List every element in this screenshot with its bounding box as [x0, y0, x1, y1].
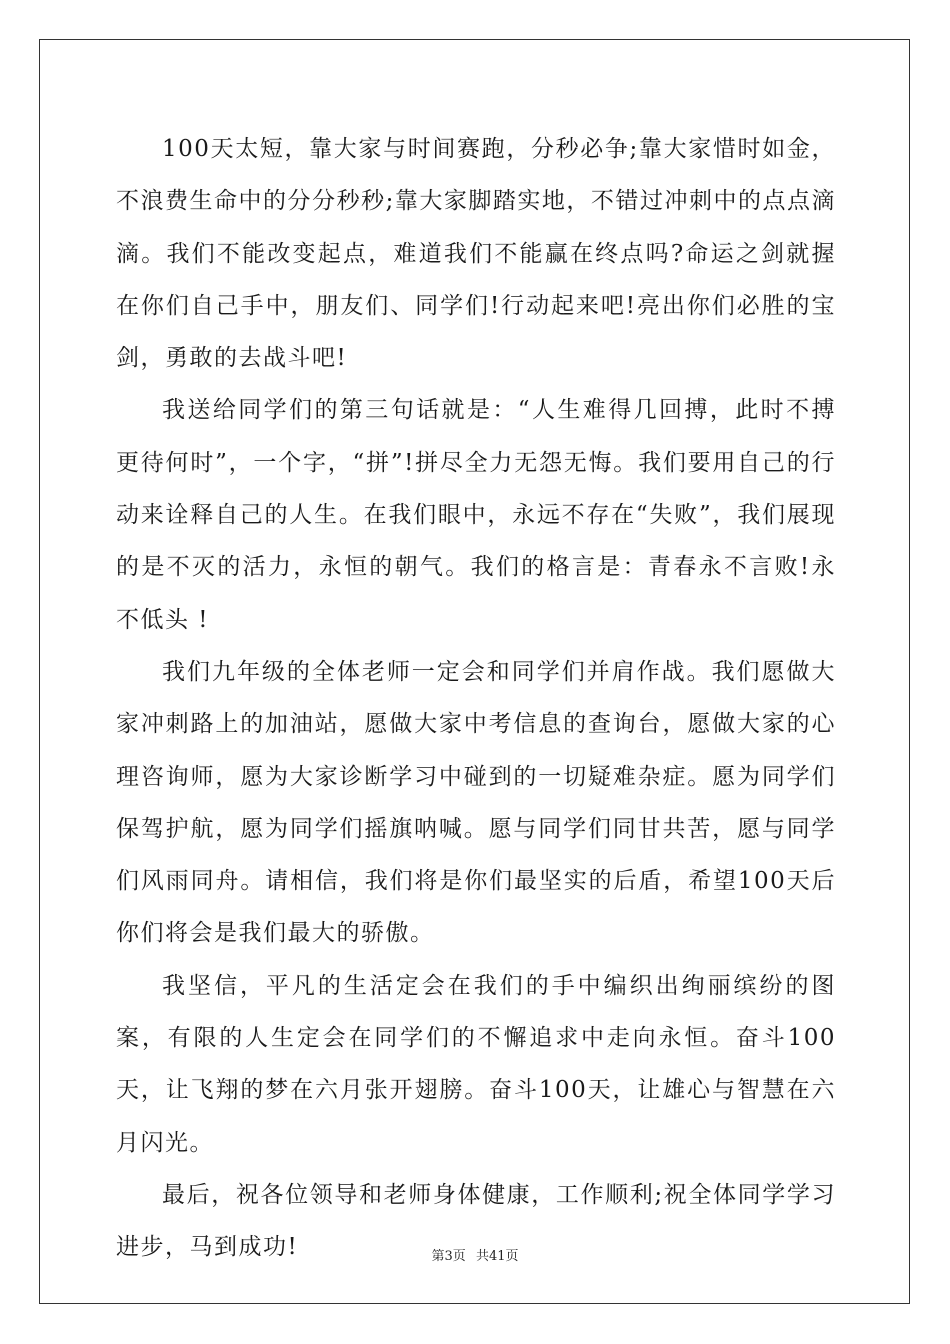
page-footer [0, 1245, 950, 1264]
paragraph: 最后，祝各位领导和老师身体健康，工作顺利;祝全体同学学习进步，马到成功! [116, 1181, 836, 1261]
paragraph: 我们九年级的全体老师一定会和同学们并肩作战。我们愿做大家冲刺路上的加油站，愿做大家中考信息的查询台，愿做大家的心理咨询师，愿为大家诊断学习中碰到的一切疑难杂症。愿为同学们保驾护航，愿为同学们摇旗呐喊。愿与同学们同甘共苦，愿与同学们风雨同舟。请相信，我们将是你们最坚实的后盾，希望100天后你们将会是我们最大的骄傲。 [116, 658, 836, 947]
page-number: 第3页 [431, 1249, 466, 1264]
paragraph: 100天太短，靠大家与时间赛跑，分秒必争;靠大家惜时如金，不浪费生命中的分分秒秒;靠大家脚踏实地，不错过冲刺中的点点滴滴。我们不能改变起点，难道我们不能赢在终点吗?命运之剑就握在你们自己手中，朋友们、同学们!行动起来吧!亮出你们必胜的宝剑，勇敢的去战斗吧! [116, 136, 836, 372]
paragraph: 我送给同学们的第三句话就是：“人生难得几回搏，此时不搏更待何时”，一个字，“拼”!拼尽全力无怨无悔。我们要用自己的行动来诠释自己的人生。在我们眼中，永远不存在“失败”，我们展现的是不灭的活力，永恒的朝气。我们的格言是：青春永不言败!永不低头 ! [116, 397, 836, 633]
document-body [116, 123, 836, 1274]
page-total: 共41页 [475, 1249, 519, 1264]
paragraph: 我坚信，平凡的生活定会在我们的手中编织出绚丽缤纷的图案，有限的人生定会在同学们的不懈追求中走向永恒。奋斗100天，让飞翔的梦在六月张开翅膀。奋斗100天，让雄心与智慧在六月闪光。 [116, 972, 836, 1156]
